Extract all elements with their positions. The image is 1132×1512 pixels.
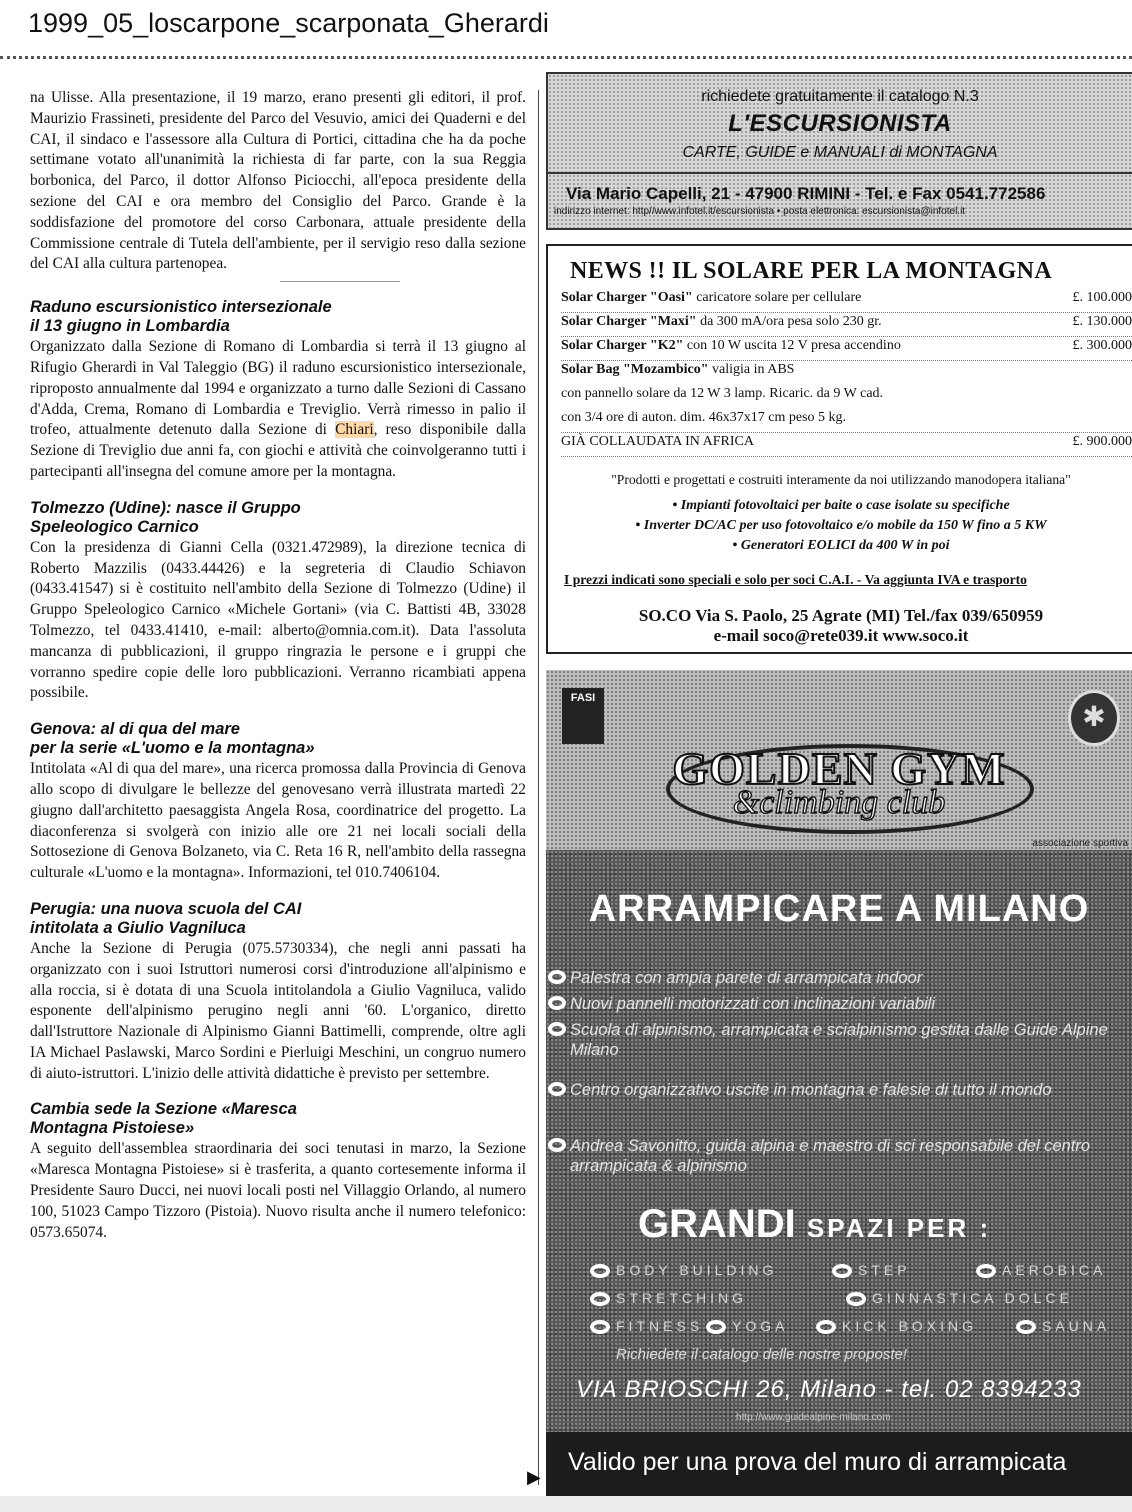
intro-paragraph: na Ulisse. Alla presentazione, il 19 marzo, erano presenti gli editori, il prof. Maurizio Frassineti, presidente del Parco del Vesuvio, amici dei Quaderni e del CAI, il sindaco e l'assessore alla Cultura di Portici, cittadina che ha da poche settimane votato all'unanimità la richiesta di far parte, con la sua Reggia borbonica, del Parco, il dottor Alfonso Piciocchi, all'epoca presidente della sezione del CAI e ora membro del Consiglio del Parco. Grande è la soddisfazione del promotore del corso Carbonara, attuale presidente della Commissione centrale di Tutela dell'ambiente, per il servigio reso dalla sezione del CAI alla cultura partenopea. [30, 89, 526, 273]
column-divider [538, 90, 539, 1485]
service-item: STRETCHING [590, 1290, 747, 1306]
service-item: FITNESS [590, 1318, 703, 1334]
fasi-logo: FASI [562, 688, 604, 744]
solar-ad-address: SO.CO Via S. Paolo, 25 Agrate (MI) Tel./fax 039/650959 [638, 606, 1044, 625]
page-footer-bar [0, 1496, 1132, 1512]
bullet-icon [548, 1138, 566, 1152]
emblem-icon: ✱ [1068, 690, 1120, 746]
escursionista-ad [546, 72, 1132, 230]
bullet-icon [548, 996, 566, 1010]
gym-feature-item: Scuola di alpinismo, arrampicata e scialpinismo gestita dalle Guide Alpine Milano [570, 1020, 1130, 1060]
product-row: Solar Charger "Oasi" caricatore solare per cellulare £. 100.000 [561, 290, 1132, 313]
gym-catalog-line: Richiedete il catalogo delle nostre proposte! [616, 1346, 908, 1363]
ad1-tagline: CARTE, GUIDE e MANUALI di MONTAGNA [682, 144, 998, 161]
solar-ad-bullet: • Generatori EOLICI da 400 W in poi [732, 538, 950, 553]
service-item: KICK BOXING [816, 1318, 977, 1334]
section-heading-perugia: Perugia: una nuova scuola del CAI intitolata a Giulio Vagniluca [30, 899, 302, 937]
gym-logo-subtitle: &climbing club [732, 784, 946, 821]
section-body-perugia: Anche la Sezione di Perugia (075.5730334), che negli anni passati ha organizzato con i suoi Istruttori numerosi corsi d'introduzione all'alpinismo e alla roccia, si è dotata di una Scuola intitolandola a Giulio Vagniluca, valido esponente dell'alpinismo perugino negli anni '60. L'organico, diretto dall'Istruttore Nazionale di Alpinismo Gianni Battimelli, comprende, oltre agli IA Michael Paslawski, Marco Sordini e Pierluigi Meschini, un congruo numero di aiuto-istruttori. L'inizio delle attività didattiche è previsto per settembre. [30, 939, 526, 1082]
gym-feature-item: Centro organizzativo uscite in montagna e falesie di tutto il mondo [570, 1080, 1130, 1100]
section-heading-raduno: Raduno escursionistico intersezionale il 13 giugno in Lombardia [30, 298, 332, 336]
product-row: Solar Charger "K2" con 10 W uscita 12 V presa accendino £. 300.000 [561, 338, 1132, 361]
solar-ad-title: NEWS !! IL SOLARE PER LA MONTAGNA [570, 258, 1053, 284]
service-item: BODY BUILDING [590, 1262, 777, 1278]
section-heading-tolmezzo: Tolmezzo (Udine): nasce il Gruppo Speleologico Carnico [30, 498, 301, 536]
bullet-icon [816, 1320, 836, 1334]
article-column [30, 88, 526, 1243]
service-item: YOGA [706, 1318, 788, 1334]
product-price: £. 900.000 [1072, 434, 1132, 449]
section-heading-maresca: Cambia sede la Sezione «Maresca Montagna Pistoiese» [30, 1100, 297, 1138]
solar-ad-note: I prezzi indicati sono speciali e solo per soci C.A.I. - Va aggiunta IVA e trasporto [564, 572, 1027, 587]
continue-arrow-icon: ▶ [527, 1467, 541, 1488]
service-item: AEROBICA [976, 1262, 1106, 1278]
gym-feature-item: Palestra con ampia parete di arrampicata indoor [570, 968, 1130, 988]
golden-gym-ad [546, 670, 1132, 1496]
gym-logo-title: GOLDEN GYM [672, 743, 1006, 794]
gym-assoc-label: associazione sportiva [1032, 838, 1128, 849]
product-row: Solar Bag "Mozambico" valigia in ABS [561, 362, 795, 377]
section-body-tolmezzo: Con la presidenza di Gianni Cella (0321.472989), la direzione tecnica di Roberto Mazzilis (0433.44426) e la segreteria di Claudio Schiavon (0433.41547) si è costituito nell'ambito della Sezione di Tolmezzo (Udine) il Gruppo Speleologico Carnico «Michele Gortani» (via C. Battisti 4B, 33028 Tolmezzo, tel 0433.41410, e-mail: alberto@omnia.com.it). Data l'assoluta mancanza di pubblicazioni, il gruppo ringrazia le persone e i gruppi che vorranno spedire copie delle loro pubblicazioni. Verranno ricambiati appena possibile. [30, 538, 526, 702]
solar-ad-bullet: • Impianti fotovoltaici per baite o case isolate su specifiche [672, 498, 1010, 513]
document-title: 1999_05_loscarpone_scarponata_Gherardi [28, 8, 549, 38]
gym-address: VIA BRIOSCHI 26, Milano - tel. 02 8394233 [576, 1376, 1082, 1403]
bullet-icon [1016, 1320, 1036, 1334]
solar-ad-bullet: • Inverter DC/AC per uso fotovoltaico e/o mobile da 150 W fino a 5 KW [635, 518, 1047, 533]
product-row: con 3/4 ore di auton. dim. 46x37x17 cm peso 5 kg. [561, 410, 1132, 433]
bullet-icon [976, 1264, 996, 1278]
bullet-icon [846, 1292, 866, 1306]
product-price: £. 100.000 [1072, 290, 1132, 305]
section-body-raduno: Organizzato dalla Sezione di Romano di Lombardia si terrà il 13 giugno al Rifugio Gherardi in Val Taleggio (BG) il raduno escursionistico intersezionale, riproposto annualmente dal 1994 e organizzato a turno dalle Sezioni di Cassano d'Adda, Crema, Romano di Lombardia e Treviglio. Verrà rimesso in palio il trofeo, attualmente detenuto dalla Sezione di Chiari, reso disponibile dalla Sezione di Treviglio due anni fa, con giochi e attività che coinvolgeranno tutti i partecipanti all'insegna del comune amore per la montagna. [30, 338, 526, 480]
bullet-icon [590, 1320, 610, 1334]
bullet-icon [706, 1320, 726, 1334]
product-price: £. 300.000 [1072, 338, 1132, 353]
product-price: £. 130.000 [1072, 314, 1132, 329]
ad1-catalog-line: richiedete gratuitamente il catalogo N.3 [701, 88, 979, 105]
solar-ad-quote: "Prodotti e progettati e costruiti interamente da noi utilizzando manodopera italiana" [611, 472, 1071, 487]
service-item: GINNASTICA DOLCE [846, 1290, 1073, 1306]
ad1-web: indirizzo internet: http//www.infotel.it/escursionista • posta elettronica: escursionista@infotel.it [554, 206, 966, 217]
bullet-icon [548, 1022, 566, 1036]
ad1-rule [548, 172, 1132, 174]
bullet-icon [590, 1264, 610, 1278]
dotted-divider [0, 56, 1132, 59]
ad1-brand: L'ESCURSIONISTA [728, 110, 952, 137]
service-item: STEP [832, 1262, 911, 1278]
gym-coupon-banner: Valido per una prova del muro di arrampicata [546, 1432, 1132, 1496]
bullet-icon [548, 1082, 566, 1096]
grandi-spazi-heading: GRANDI SPAZI PER : [638, 1202, 992, 1246]
bullet-icon [832, 1264, 852, 1278]
highlighted-word: Chiari [335, 421, 374, 439]
solar-ad-contact: e-mail soco@rete039.it www.soco.it [713, 626, 969, 645]
section-body-maresca: A seguito dell'assemblea straordinaria dei soci tenutasi in marzo, la Sezione «Maresca Montagna Pistoiese» si è trasferita, a quanto cortesemente informa il Presidente Sauro Ducci, nei nuovi locali posti nel Villaggio Orlando, al numero 100, 51023 Campo Tizzoro (Pistoia). Nuovo risulta anche il numero telefonico: 0573.65074. [30, 1140, 526, 1241]
product-row: con pannello solare da 12 W 3 lamp. Ricaric. da 9 W cad. [561, 386, 884, 401]
section-heading-genova: Genova: al di qua del mare per la serie «L'uomo e la montagna» [30, 720, 315, 758]
solar-ad [546, 244, 1132, 654]
product-row: Solar Charger "Maxi" da 300 mA/ora pesa solo 230 gr. £. 130.000 [561, 314, 1132, 337]
gym-url: http://www.guidealpine-milano.com [736, 1412, 891, 1423]
bullet-icon [590, 1292, 610, 1306]
ad1-address: Via Mario Capelli, 21 - 47900 RIMINI - Tel. e Fax 0541.772586 [566, 184, 1046, 203]
gym-headline: ARRAMPICARE A MILANO [588, 888, 1090, 930]
gym-feature-item: Nuovi pannelli motorizzati con inclinazioni variabili [570, 994, 1130, 1014]
bullet-icon [548, 970, 566, 984]
section-separator [280, 281, 400, 282]
gym-feature-item: Andrea Savonitto, guida alpina e maestro di sci responsabile del centro arrampicata & alpinismo [570, 1136, 1130, 1176]
product-row: GIÀ COLLAUDATA IN AFRICA £. 900.000 [561, 434, 1132, 457]
section-body-genova: Intitolata «Al di qua del mare», una ricerca promossa dalla Provincia di Genova allo scopo di divulgare le bellezze del genovesano verrà illustrata martedì 22 giugno dall'architetto paesaggista Angela Rosa, coordinatrice del progetto. La diaconferenza si svolgerà con inizio alle ore 21 nei locali sociali della Sottosezione di Genova Bolzaneto, via C. Reta 16 R, nell'ambito della rassegna culturale «L'uomo e la montagna». Informazioni, tel 010.7406104. [30, 760, 526, 882]
service-item: SAUNA [1016, 1318, 1110, 1334]
